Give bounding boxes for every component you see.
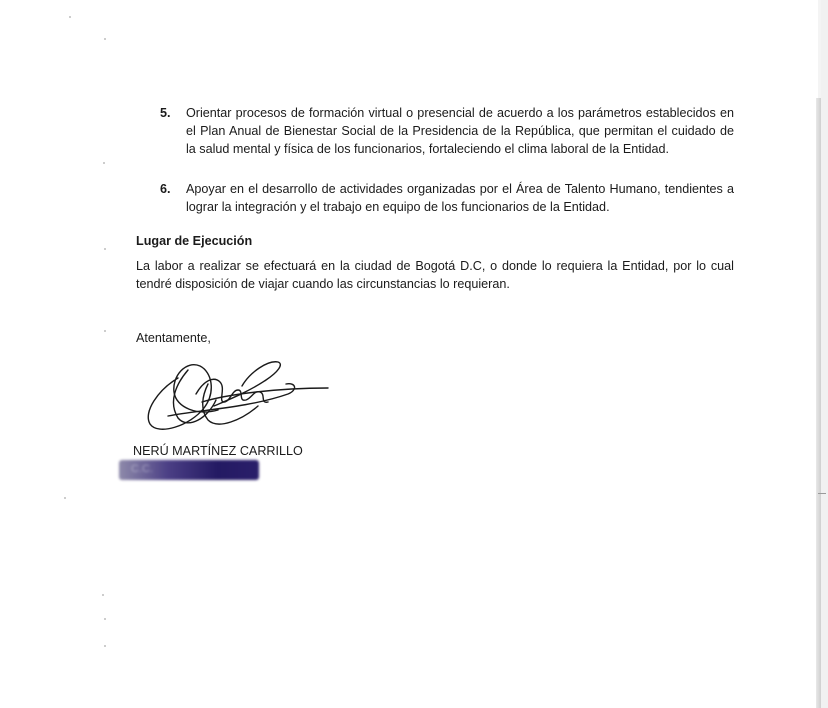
list-item-text: Apoyar en el desarrollo de actividades organizadas por el Área de Talento Humano, tendientes a lograr la integración y el trabajo en equipo de los funcionarios de la Entidad. [186,182,734,215]
scan-speck [104,38,106,40]
section-title: Lugar de Ejecución [136,234,253,248]
scan-speck [103,162,105,164]
scan-speck [64,497,66,499]
list-item-number: 5. [160,106,171,120]
edge-mark [818,493,826,494]
closing-salutation: Atentamente, [136,331,211,345]
scan-speck [69,16,71,18]
signer-name: NERÚ MARTÍNEZ CARRILLO [133,444,303,458]
handwritten-signature [138,350,338,440]
scan-speck [102,594,104,596]
list-item-6 [160,180,734,218]
scan-speck [104,330,106,332]
scan-speck [104,248,106,250]
list-item-number: 6. [160,182,171,196]
redacted-id-number [119,460,259,480]
scan-speck [104,645,106,647]
id-prefix: C.C. [131,463,153,475]
section-body: La labor a realizar se efectuará en la ciudad de Bogotá D.C, o donde lo requiera la Entidad, por lo cual tendré disposición de viajar cuando las circunstancias lo requieran. [136,259,734,292]
list-item-text: Orientar procesos de formación virtual o presencial de acuerdo a los parámetros establecidos en el Plan Anual de Bienestar Social de la Presidencia de la República, que permitan el cuidado de la salud mental y física de los funcionarios, fortaleciendo el clima laboral de la Entidad. [186,106,734,157]
page-edge-shadow [816,98,821,708]
background-edge [821,0,828,708]
scan-speck [104,618,106,620]
list-item-5 [160,104,734,178]
